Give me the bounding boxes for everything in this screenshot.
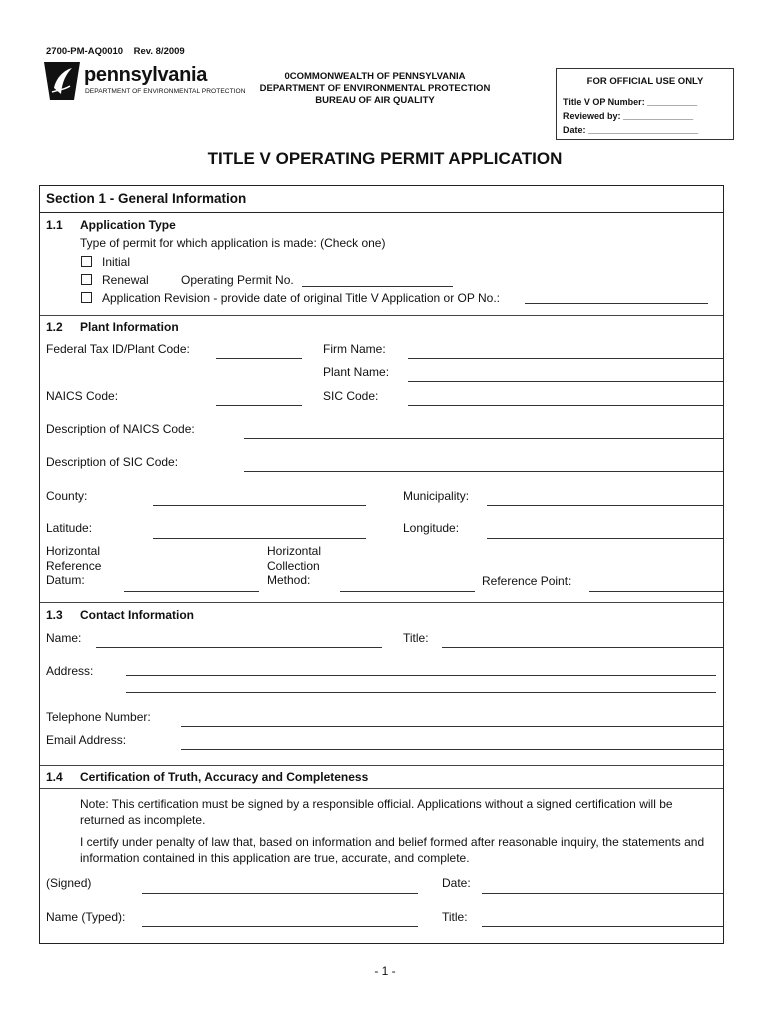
horizontal-reference-datum-input[interactable] bbox=[124, 591, 259, 592]
section-1-heading: Section 1 - General Information bbox=[46, 191, 247, 206]
county-input[interactable] bbox=[153, 505, 366, 506]
initial-label: Initial bbox=[102, 255, 131, 269]
telephone-label: Telephone Number: bbox=[46, 710, 151, 724]
s14-heading: Certification of Truth, Accuracy and Completeness bbox=[80, 770, 369, 784]
agency-line-1: 0COMMONWEALTH OF PENNSYLVANIA bbox=[284, 71, 466, 82]
longitude-input[interactable] bbox=[487, 538, 723, 539]
s11-instruction: Type of permit for which application is made: (Check one) bbox=[80, 236, 386, 250]
certification-note: Note: This certification must be signed by a responsible official. Applications without a signed certification will be returned as incomplete. bbox=[80, 797, 673, 827]
desc-naics-input[interactable] bbox=[244, 438, 723, 439]
desc-naics-label: Description of NAICS Code: bbox=[46, 422, 195, 436]
latitude-input[interactable] bbox=[153, 538, 366, 539]
keystone-logo-icon bbox=[42, 60, 82, 102]
revision-checkbox[interactable] bbox=[81, 292, 92, 303]
s11-number: 1.1 bbox=[46, 218, 63, 232]
address-input-line-1[interactable] bbox=[126, 675, 716, 676]
firm-name-input[interactable] bbox=[408, 358, 723, 359]
firm-name-label: Firm Name: bbox=[323, 342, 386, 356]
reference-point-label: Reference Point: bbox=[482, 574, 572, 588]
plant-name-label: Plant Name: bbox=[323, 365, 390, 379]
renewal-checkbox[interactable] bbox=[81, 274, 92, 285]
page-title: TITLE V OPERATING PERMIT APPLICATION bbox=[207, 149, 563, 168]
municipality-input[interactable] bbox=[487, 505, 723, 506]
name-typed-input[interactable] bbox=[142, 926, 418, 927]
address-label: Address: bbox=[46, 664, 94, 678]
initial-checkbox[interactable] bbox=[81, 256, 92, 267]
sic-code-input[interactable] bbox=[408, 405, 723, 406]
sic-code-label: SIC Code: bbox=[323, 389, 379, 403]
cert-title-label: Title: bbox=[442, 910, 468, 924]
horizontal-collection-method-label: Horizontal Collection Method: bbox=[267, 544, 322, 587]
contact-title-input[interactable] bbox=[442, 647, 723, 648]
divider bbox=[40, 315, 723, 316]
revision-label: Application Revision - provide date of original Title V Application or OP No.: bbox=[102, 291, 500, 305]
agency-line-3: BUREAU OF AIR QUALITY bbox=[315, 95, 435, 106]
latitude-label: Latitude: bbox=[46, 521, 93, 535]
divider bbox=[40, 765, 723, 766]
logo-subtitle: DEPARTMENT OF ENVIRONMENTAL PROTECTION bbox=[85, 88, 246, 95]
reference-point-input[interactable] bbox=[589, 591, 723, 592]
official-use-box bbox=[556, 68, 734, 140]
cert-date-input[interactable] bbox=[482, 893, 723, 894]
federal-tax-label: Federal Tax ID/Plant Code: bbox=[46, 342, 190, 356]
s14-number: 1.4 bbox=[46, 770, 63, 784]
page-number: - 1 - bbox=[374, 964, 396, 978]
county-label: County: bbox=[46, 489, 88, 503]
contact-title-label: Title: bbox=[403, 631, 429, 645]
agency-line-2: DEPARTMENT OF ENVIRONMENTAL PROTECTION bbox=[259, 83, 491, 94]
address-input-line-2[interactable] bbox=[126, 692, 716, 693]
signature-input[interactable] bbox=[142, 893, 418, 894]
form-id: 2700-PM-AQ0010 Rev. 8/2009 bbox=[46, 46, 185, 57]
revision-input[interactable] bbox=[525, 303, 708, 304]
horizontal-collection-method-input[interactable] bbox=[340, 591, 475, 592]
telephone-input[interactable] bbox=[181, 726, 723, 727]
s12-number: 1.2 bbox=[46, 320, 63, 334]
reviewed-by-field: Reviewed by: ______________ bbox=[563, 111, 694, 121]
horizontal-reference-datum-label: Horizontal Reference Datum: bbox=[46, 544, 102, 587]
longitude-label: Longitude: bbox=[403, 521, 460, 535]
contact-name-input[interactable] bbox=[96, 647, 382, 648]
s13-heading: Contact Information bbox=[80, 608, 194, 622]
op-number-input[interactable] bbox=[302, 286, 453, 287]
s12-heading: Plant Information bbox=[80, 320, 179, 334]
signed-label: (Signed) bbox=[46, 876, 92, 890]
municipality-label: Municipality: bbox=[403, 489, 470, 503]
renewal-label: Renewal bbox=[102, 273, 149, 287]
naics-code-label: NAICS Code: bbox=[46, 389, 119, 403]
logo-wordmark: pennsylvania bbox=[84, 64, 208, 86]
op-number-label: Operating Permit No. bbox=[181, 273, 294, 287]
s11-heading: Application Type bbox=[80, 218, 176, 232]
certification-statement: I certify under penalty of law that, based on information and belief formed after reasonable inquiry, the statements and information contained in this application are true, accurate, and complete. bbox=[80, 835, 705, 865]
email-label: Email Address: bbox=[46, 733, 127, 747]
cert-date-label: Date: bbox=[442, 876, 471, 890]
op-number-field: Title V OP Number: __________ bbox=[563, 97, 698, 107]
desc-sic-label: Description of SIC Code: bbox=[46, 455, 179, 469]
name-typed-label: Name (Typed): bbox=[46, 910, 126, 924]
date-field: Date: ______________________ bbox=[563, 125, 699, 135]
email-input[interactable] bbox=[181, 749, 723, 750]
federal-tax-input[interactable] bbox=[216, 358, 302, 359]
cert-title-input[interactable] bbox=[482, 926, 723, 927]
divider bbox=[40, 602, 723, 603]
plant-name-input[interactable] bbox=[408, 381, 723, 382]
divider bbox=[40, 788, 723, 789]
contact-name-label: Name: bbox=[46, 631, 82, 645]
divider bbox=[40, 212, 723, 213]
desc-sic-input[interactable] bbox=[244, 471, 723, 472]
official-use-title: FOR OFFICIAL USE ONLY bbox=[586, 76, 704, 87]
s13-number: 1.3 bbox=[46, 608, 63, 622]
naics-code-input[interactable] bbox=[216, 405, 302, 406]
